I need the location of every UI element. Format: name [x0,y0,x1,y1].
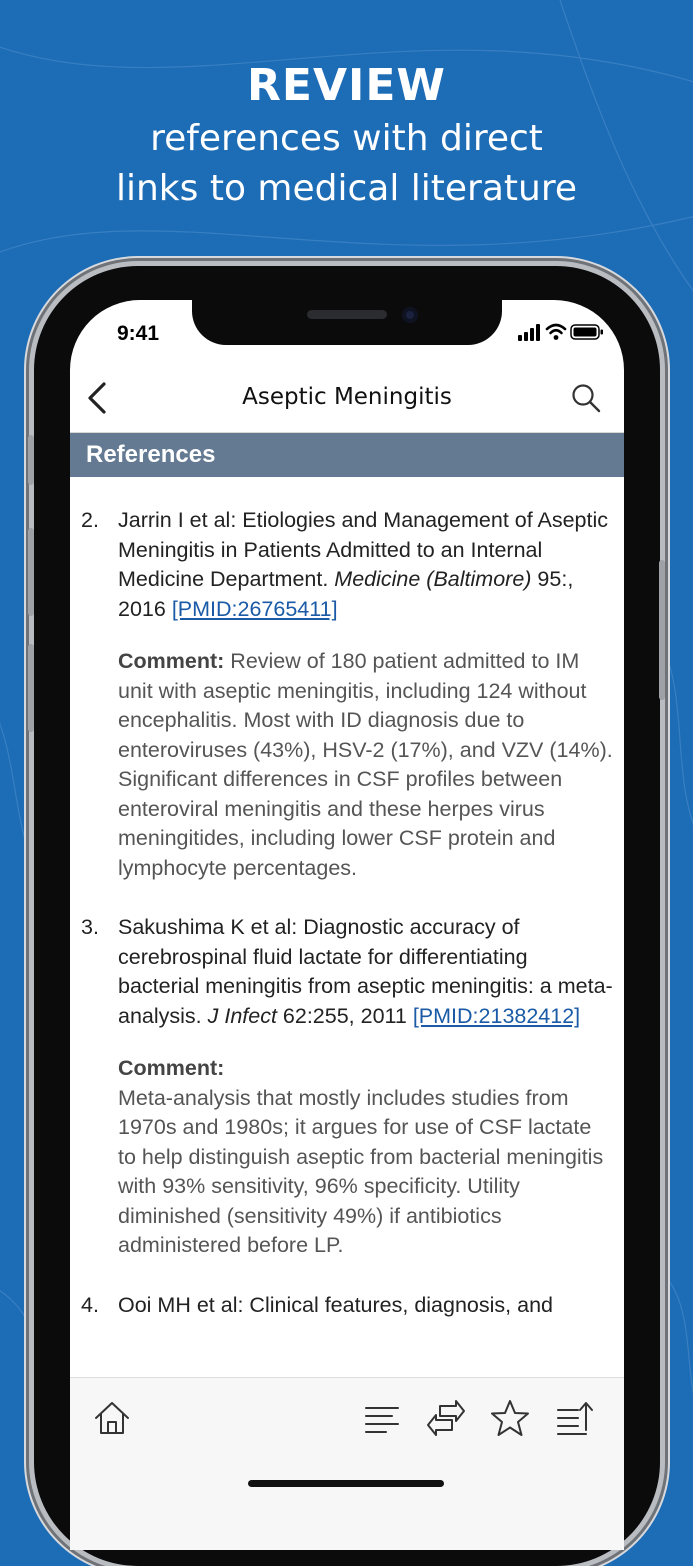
reference-item [81,913,614,1261]
phone-silent-switch [28,435,34,485]
page-title: Aseptic Meningitis [242,384,452,410]
front-camera [402,307,418,323]
reference-number: 4. [81,1292,99,1317]
section-title: References [86,441,216,468]
bottom-toolbar [70,1377,624,1550]
journal-name: Medicine (Baltimore) [334,567,532,591]
pubmed-link[interactable]: [PMID:26765411] [171,596,338,621]
phone-power-button [659,560,665,700]
references-list[interactable] [70,506,624,1377]
status-time: 9:41 [117,322,160,345]
home-icon[interactable] [92,1398,132,1438]
sections-jump-icon[interactable] [556,1398,596,1438]
reference-number: 2. [81,508,99,532]
related-arrows-icon[interactable] [426,1398,466,1438]
search-icon[interactable] [570,382,602,414]
reference-comment [118,647,614,883]
section-header [70,433,624,477]
cellular-signal-icon [518,324,540,341]
comment-label: Comment: [118,649,225,673]
citation-details: 95:, 2016 [118,567,574,621]
promo-heading [0,58,693,214]
phone-screen [70,300,624,1550]
speaker-grille [307,310,387,319]
promo-subtitle-line-2: links to medical literature [115,168,578,209]
comment-text: Review of 180 patient admitted to IM unit with aseptic meningitis, including 124 without encephalitis. Most with ID diagnosis due to enteroviruses (43%), HSV-2 (17%), and VZV (14%). Significant differences in CSF profiles between enteroviral meningitis and these herpes virus meningitides, including lower CSF protein and lymphocyte percentages. [118,649,613,880]
promo-subtitle-line-1: references with direct [150,118,543,159]
favorite-star-icon[interactable] [490,1398,530,1438]
reference-comment [118,1054,614,1261]
citation-text: Jarrin I et al: Etiologies and Management of Aseptic Meningitis in Patients Admitted to an Internal Medicine Department. [118,508,608,591]
wifi-icon [547,325,565,333]
phone-volume-up-button [28,528,34,616]
reference-number: 3. [81,915,99,939]
reference-citation: Ooi MH et al: Clinical features, diagnosis, and [118,1292,553,1317]
comment-text: Meta-analysis that mostly includes studies from 1970s and 1980s; it argues for use of CSF lactate to help distinguish aseptic from bacterial meningitis with 93% sensitivity, 96% specificity. Utility diminished (sensitivity 49%) if antibiotics administered before LP. [118,1085,604,1257]
reference-item [81,506,614,883]
notch [192,300,502,345]
home-indicator[interactable] [248,1480,444,1487]
promo-title: REVIEW [247,60,446,111]
phone-volume-down-button [28,644,34,732]
citation-details: 62:255, 2011 [276,1003,413,1028]
pubmed-link[interactable]: [PMID:21382412] [412,1003,581,1028]
citation-text: Sakushima K et al: Diagnostic accuracy of cerebrospinal fluid lactate for differentiating bacterial meningitis from aseptic meningitis: a meta-analysis. [118,915,613,1028]
contents-list-icon[interactable] [362,1398,402,1438]
battery-icon [571,325,603,339]
reference-citation [118,913,614,1031]
comment-label: Comment: [118,1056,225,1080]
status-icons [518,322,604,342]
reference-item [81,1291,614,1321]
journal-name: J Infect [207,1003,277,1028]
nav-bar [70,366,624,433]
reference-citation [118,506,614,624]
